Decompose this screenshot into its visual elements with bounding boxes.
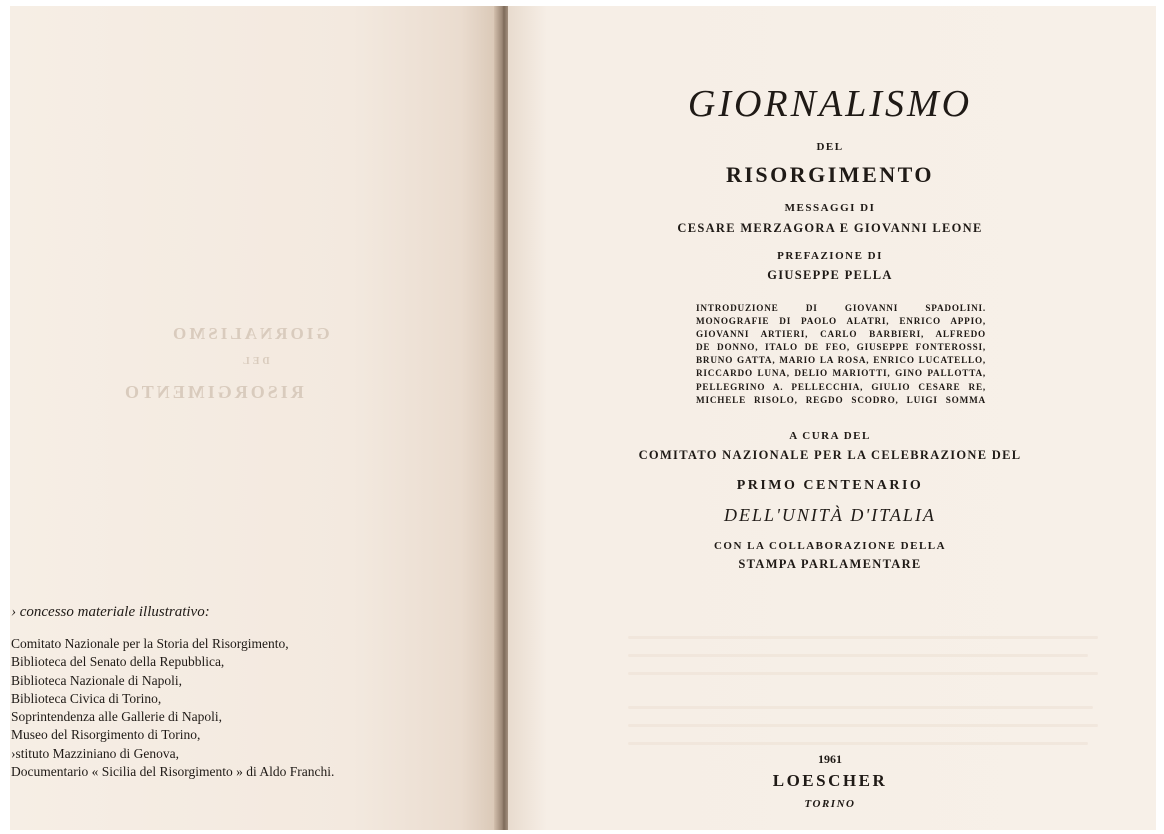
credit-item: Documentario « Sicilia del Risorgimento » di Aldo Franchi. bbox=[11, 764, 335, 780]
publisher-city: TORINO bbox=[804, 798, 856, 810]
contributors-line: RICCARDO LUNA, DELIO MARIOTTI, GINO PALLOTTA, bbox=[696, 368, 986, 379]
contributors-line: PELLEGRINO A. PELLECCHIA, GIULIO CESARE RE, bbox=[696, 381, 986, 392]
book-subtitle: RISORGIMENTO bbox=[725, 162, 935, 187]
primo-centenario: PRIMO CENTENARIO bbox=[736, 478, 924, 493]
collab-label: CON LA COLLABORAZIONE DELLA bbox=[713, 540, 947, 552]
credits-heading: › concesso materiale illustrativo: bbox=[11, 604, 210, 620]
title-page bbox=[520, 0, 1140, 834]
messaggi-authors: CESARE MERZAGORA E GIOVANNI LEONE bbox=[677, 221, 983, 235]
a-cura-label: A CURA DEL bbox=[789, 430, 871, 442]
credit-item: Comitato Nazionale per la Storia del Risorgimento, bbox=[11, 636, 289, 651]
credit-item: Museo del Risorgimento di Torino, bbox=[11, 727, 201, 743]
contributors-line: DE DONNO, ITALO DE FEO, GIUSEPPE FONTEROSSI, bbox=[696, 342, 986, 353]
contributors-block bbox=[696, 302, 986, 407]
credit-item: Biblioteca Civica di Torino, bbox=[11, 690, 162, 706]
ghost-subtitle: RISORGIMENTO bbox=[122, 382, 304, 402]
contributors-line: INTRODUZIONE DI GIOVANNI SPADOLINI. bbox=[696, 303, 986, 313]
credits-list bbox=[11, 635, 441, 781]
credit-item: ›stituto Mazziniano di Genova, bbox=[11, 745, 179, 761]
title-del: DEL bbox=[816, 141, 844, 153]
publication-year: 1961 bbox=[818, 752, 842, 766]
book-title: GIORNALISMO bbox=[687, 83, 973, 125]
unita-italia: DELL'UNITÀ D'ITALIA bbox=[724, 505, 936, 525]
comitato-line: COMITATO NAZIONALE PER LA CELEBRAZIONE DEL bbox=[638, 448, 1022, 462]
ghost-title: GIORNALISMO bbox=[170, 324, 330, 343]
ghost-del: DEL bbox=[240, 356, 270, 367]
publisher-name: LOESCHER bbox=[772, 771, 888, 790]
messaggi-label: MESSAGGI DI bbox=[784, 202, 876, 214]
contributors-line: GIOVANNI ARTIERI, CARLO BARBIERI, ALFREDO bbox=[696, 329, 986, 340]
credits-block bbox=[11, 604, 441, 781]
contributors-line: MICHELE RISOLO, REGDO SCODRO, LUIGI SOMMA bbox=[696, 394, 986, 405]
credit-item: Biblioteca del Senato della Repubblica, bbox=[11, 654, 225, 670]
prefazione-label: PREFAZIONE DI bbox=[777, 250, 883, 262]
prefazione-author: GIUSEPPE PELLA bbox=[767, 268, 893, 282]
stampa-parlamentare: STAMPA PARLAMENTARE bbox=[738, 557, 922, 571]
credit-item: Biblioteca Nazionale di Napoli, bbox=[11, 672, 182, 688]
contributors-line: BRUNO GATTA, MARIO LA ROSA, ENRICO LUCATELLO, bbox=[696, 355, 986, 366]
contributors-line: MONOGRAFIE DI PAOLO ALATRI, ENRICO APPIO, bbox=[696, 316, 986, 327]
credit-item: Soprintendenza alle Gallerie di Napoli, bbox=[11, 709, 223, 725]
